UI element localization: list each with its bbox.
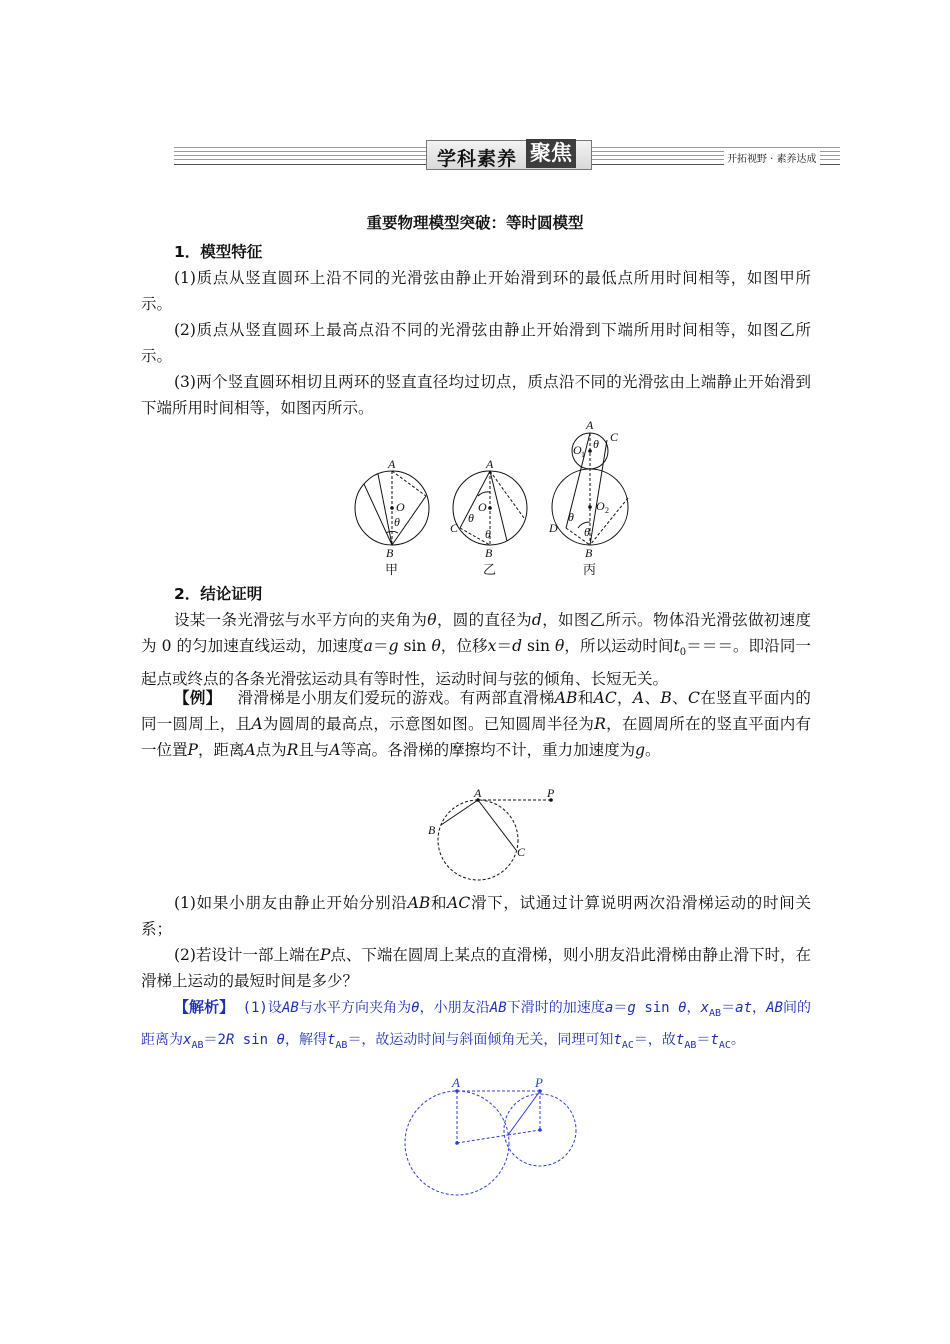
figure-isochronous-circles [340, 418, 640, 580]
solution-tag: 【解析】 [174, 998, 235, 1016]
label-O2-sub: 2 [605, 506, 609, 515]
question-2: (2)若设计一部上端在P点、下端在圆周上某点的直滑梯，则小朋友沿此滑梯由静止滑下时，在滑梯上运动的最短时间是多少？ [141, 946, 811, 990]
caption-bing: 丙 [583, 563, 597, 578]
fig2-label-B: B [428, 823, 436, 837]
header-banner-right: 聚焦 [526, 139, 576, 168]
label-theta2-bing: θ [584, 525, 590, 539]
section1-heading: 1．模型特征 [174, 243, 263, 261]
fig2-label-A: A [474, 788, 482, 800]
label-B-jia: B [386, 546, 394, 560]
label-B-bing: B [585, 546, 593, 560]
label-theta-jia: θ [394, 515, 400, 529]
label-A-bing: A [586, 418, 594, 432]
header-banner-left: 学科素养 [437, 148, 518, 170]
label-A-yi: A [486, 457, 494, 471]
label-D-bing: D [549, 521, 558, 535]
section1-para1: (1)质点从竖直圆环上沿不同的光滑弦由静止开始滑到环的最低点所用时间相等，如图甲所示。 [141, 269, 811, 313]
header-tagline: 开拓视野 · 素养达成 [724, 150, 820, 165]
label-C-yi: C [450, 521, 459, 535]
solution-text: 【解析】 (1)设AB与水平方向夹角为θ，小朋友沿AB下滑时的加速度a＝g sin θ，$x_{AB}=at$，AB间的距离为$x_{AB}=2R$ sin θ，解得$t_{AB}=$，故运动时间与斜面倾角无关，同理可知$t_{AC}=$，故$t_{AB}=t_{AC}$。 [141, 998, 812, 1051]
label-O2-bing: O [596, 499, 605, 513]
section2-heading: 2．结论证明 [174, 585, 263, 603]
page-title: 重要物理模型突破：等时圆模型 [366, 214, 584, 232]
label-A-jia: A [388, 457, 396, 471]
fig2-label-P: P [547, 788, 555, 800]
figure-slides [420, 788, 570, 888]
label-O1-bing: O [573, 443, 582, 457]
fig3-label-A: A [452, 1075, 460, 1090]
fig3-label-P: P [535, 1075, 543, 1090]
label-O1-sub: 1 [581, 450, 585, 459]
question-1: (1)如果小朋友由静止开始分别沿AB和AC滑下，试通过计算说明两次沿滑梯运动的时间关系； [141, 894, 811, 938]
section1-para3: (3)两个竖直圆环相切且两环的竖直直径均过切点，质点沿不同的光滑弦由上端静止开始滑到下端所用时间相等，如图丙所示。 [141, 373, 811, 417]
caption-jia: 甲 [385, 563, 399, 578]
example-statement: 【例】 滑滑梯是小朋友们爱玩的游戏。有两部直滑梯AB和AC，A、B、C在竖直平面内的同一圆周上，且A为圆周的最高点，示意图如图。已知圆周半径为R，在圆周所在的竖直平面内有一位置P，距离A点为R且与A等高。各滑梯的摩擦均不计，重力加速度为g。 [141, 689, 811, 759]
caption-yi: 乙 [483, 563, 497, 578]
label-B-yi: B [485, 546, 493, 560]
section2-proof: 设某一条光滑弦与水平方向的夹角为θ，圆的直径为d，如图乙所示。物体沿光滑弦做初速度为 0 的匀加速直线运动，加速度a＝g sin θ，位移x＝d sin θ，所以运动时间$t_0===$。即沿同一起点或终点的各条光滑弦运动具有等时性，运动时间与弦的倾角、长短无关。 [141, 611, 811, 689]
label-theta-yi: θ [468, 511, 474, 525]
section1-para2: (2)质点从竖直圆环上最高点沿不同的光滑弦由静止开始滑到下端所用时间相等，如图乙所示。 [141, 321, 811, 365]
label-O-yi: O [478, 500, 487, 514]
label-theta-bing: θ [568, 510, 574, 524]
label-O-jia: O [396, 500, 405, 514]
fig2-label-C: C [517, 845, 526, 859]
label-C-bing: C [610, 430, 619, 444]
label-theta-bing-top: θ [593, 437, 599, 451]
label-theta2-yi: θ [485, 527, 491, 541]
figure-solution [400, 1074, 590, 1200]
example-tag: 【例】 [174, 689, 222, 707]
